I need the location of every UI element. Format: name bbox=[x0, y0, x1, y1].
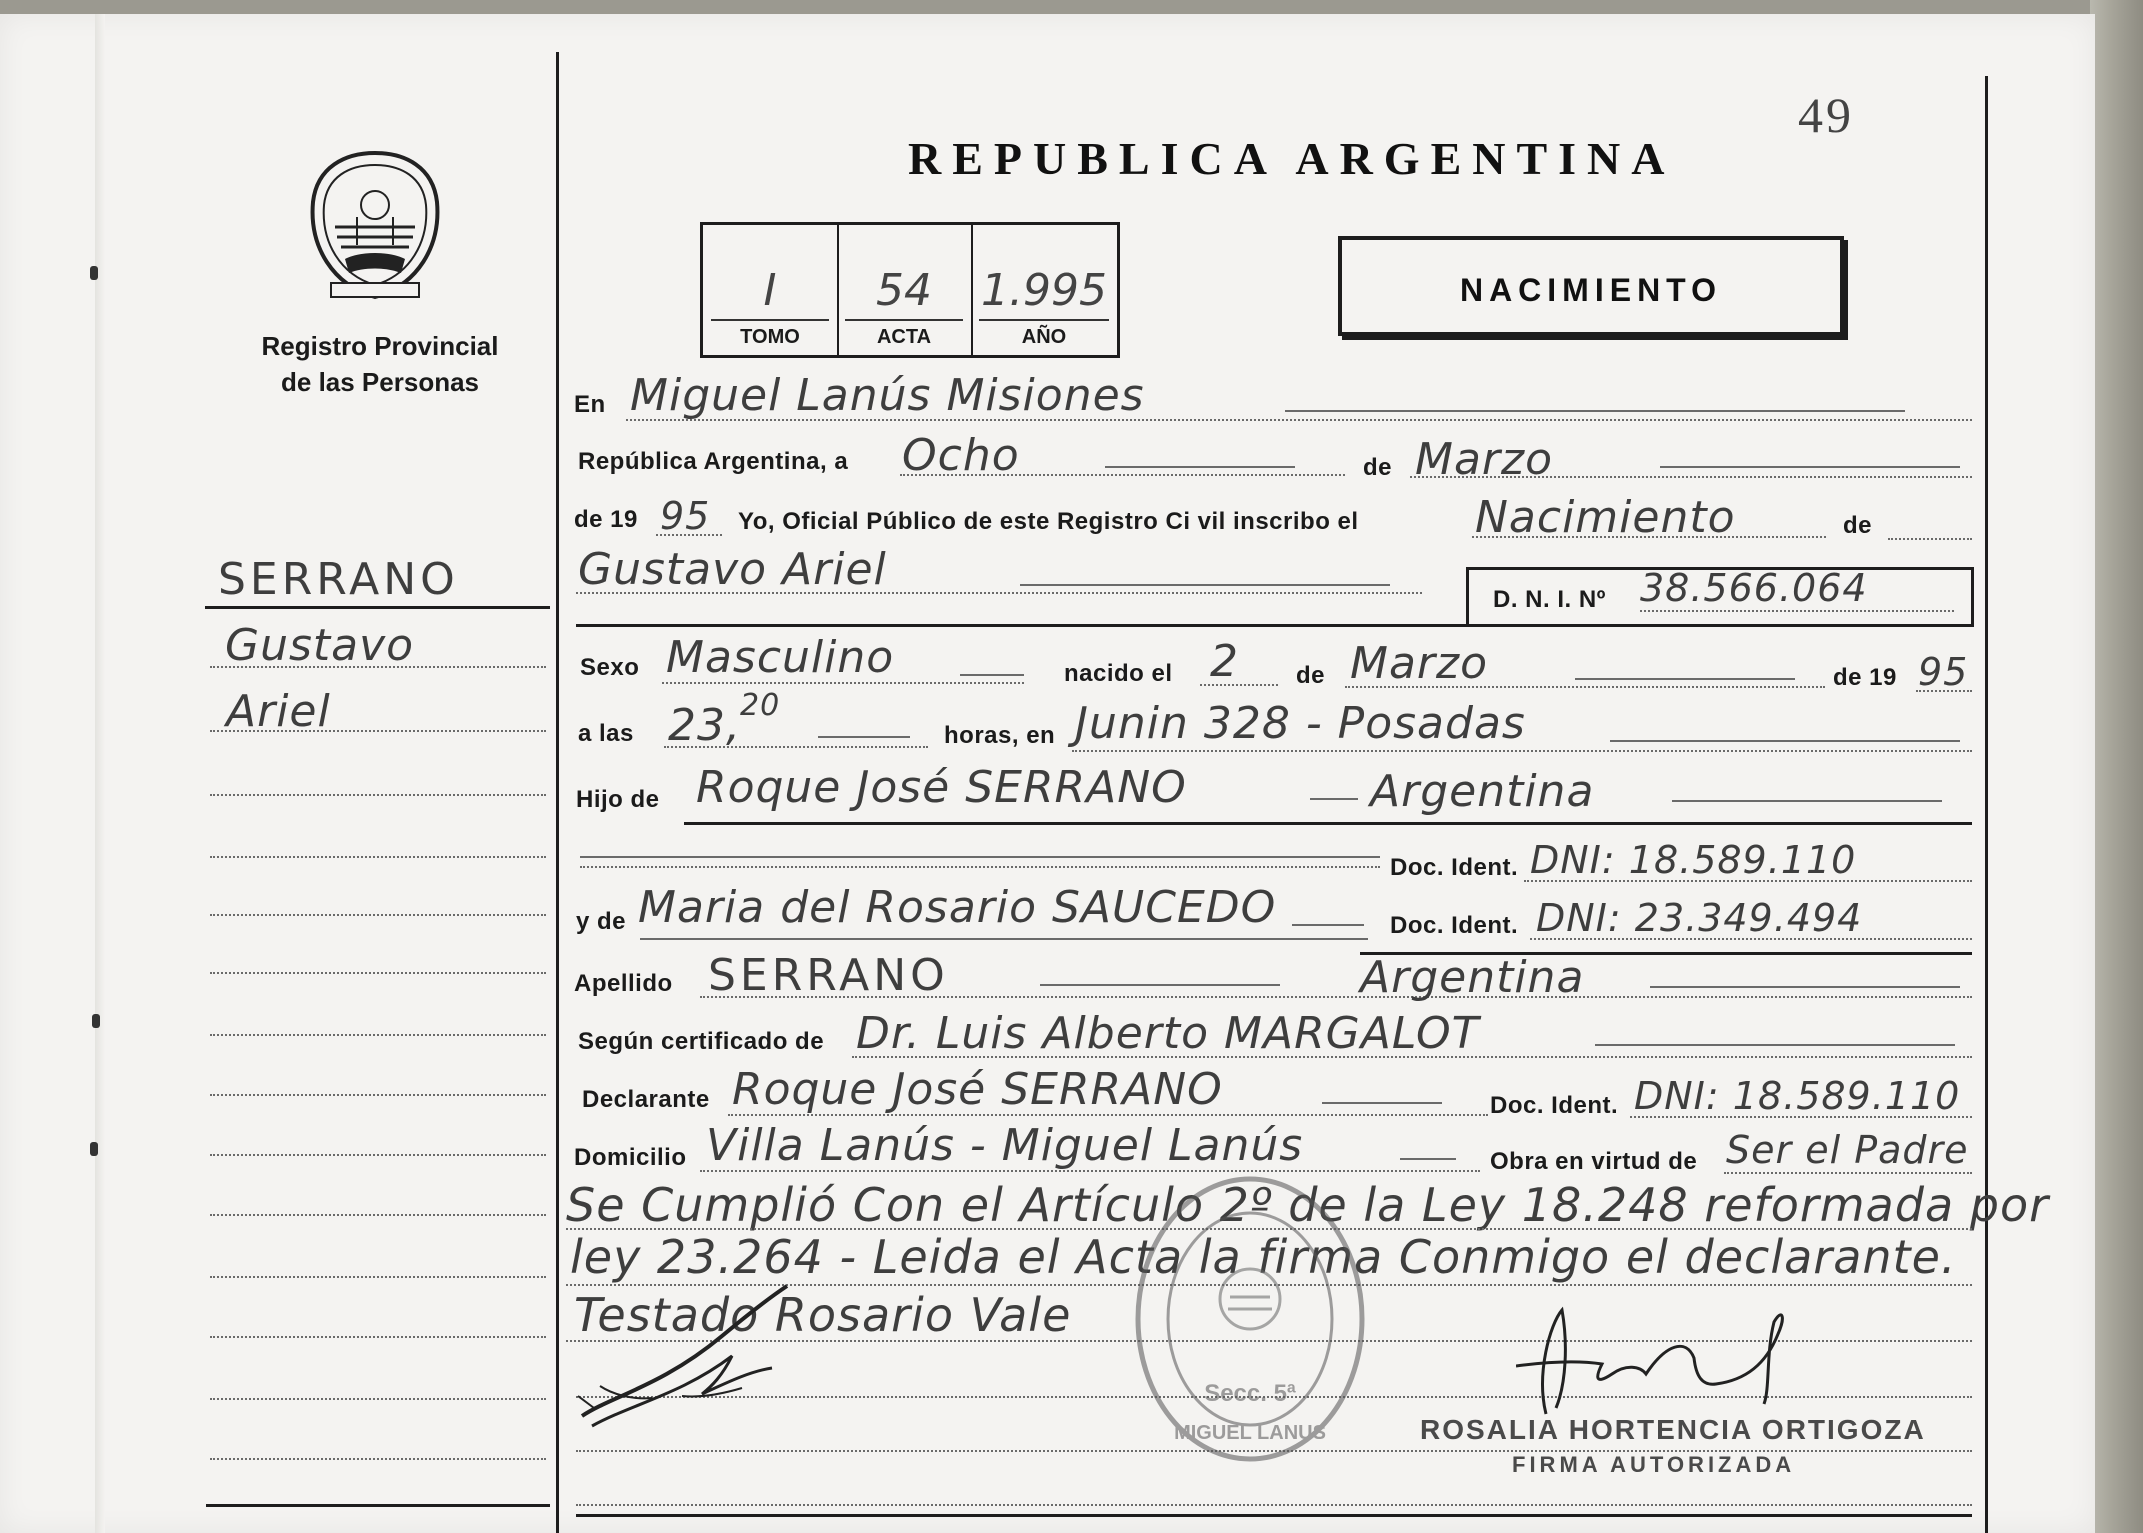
country-title: REPUBLICA ARGENTINA bbox=[908, 133, 1676, 184]
anio-value: 1.995 bbox=[981, 265, 1107, 316]
field-father-nationality: Argentina bbox=[1370, 766, 1595, 817]
margin-rule bbox=[205, 606, 550, 609]
anio-cell bbox=[971, 225, 1117, 355]
field-day-words: Ocho bbox=[902, 430, 1020, 481]
tomo-label: TOMO bbox=[740, 326, 800, 348]
authorized-role: FIRMA AUTORIZADA bbox=[1512, 1452, 1796, 1477]
registry-name bbox=[240, 328, 520, 400]
line bbox=[1200, 684, 1278, 686]
line bbox=[656, 534, 722, 536]
line bbox=[1724, 1172, 1972, 1174]
stamp-city-text: MIGUEL LANUS bbox=[1174, 1422, 1326, 1444]
anio-label: AÑO bbox=[1021, 326, 1067, 348]
line bbox=[1410, 476, 1972, 478]
field-hour: 23, bbox=[668, 700, 741, 751]
margin-line bbox=[210, 856, 546, 858]
line bbox=[852, 1056, 1972, 1058]
line bbox=[1888, 538, 1972, 540]
margin-line bbox=[210, 666, 546, 668]
line bbox=[900, 474, 1345, 476]
field-address: Villa Lanús - Miguel Lanús bbox=[706, 1120, 1304, 1171]
line bbox=[728, 1114, 1488, 1116]
margin-line bbox=[210, 1214, 546, 1216]
edge-mark bbox=[90, 1142, 98, 1156]
label-de-19b: de 19 bbox=[1833, 664, 1897, 691]
field-birth-month: Marzo bbox=[1350, 638, 1489, 689]
provincial-seal-icon bbox=[305, 147, 445, 302]
label-obra-virtud: Obra en virtud de bbox=[1490, 1148, 1698, 1175]
margin-bottom-rule bbox=[206, 1504, 550, 1507]
certificate-page bbox=[0, 14, 2095, 1533]
margin-line bbox=[210, 1094, 546, 1096]
field-surname: SERRANO bbox=[708, 950, 949, 1001]
page-number: 49 bbox=[1798, 87, 1854, 143]
label-de: de bbox=[1363, 454, 1393, 481]
label-segun-certificado: Según certificado de bbox=[578, 1028, 825, 1055]
field-birth-year: 95 bbox=[1918, 650, 1969, 694]
field-act: Nacimiento bbox=[1475, 492, 1736, 543]
field-year: 95 bbox=[660, 494, 711, 538]
label-de: de bbox=[1296, 662, 1326, 689]
field-note-line1: Se Cumplió Con el Artículo 2º de la Ley 18.248 reformada por bbox=[566, 1178, 2050, 1232]
line bbox=[1595, 1044, 1955, 1046]
line bbox=[700, 996, 1972, 998]
label-de: de bbox=[1843, 512, 1873, 539]
line bbox=[1916, 690, 1972, 692]
line bbox=[818, 736, 910, 738]
margin-name1: Gustavo bbox=[225, 620, 415, 671]
line bbox=[1400, 1158, 1456, 1160]
document-type-box bbox=[1338, 236, 1844, 336]
label-yo-oficial: Yo, Oficial Público de este Registro Ci vil inscribo el bbox=[738, 508, 1359, 535]
field-birth-day: 2 bbox=[1210, 636, 1239, 687]
acta-label: ACTA bbox=[876, 326, 932, 348]
field-declarant: Roque José SERRANO bbox=[732, 1064, 1223, 1115]
line bbox=[640, 938, 1368, 940]
tomo-value: I bbox=[763, 265, 777, 316]
margin-line bbox=[210, 1398, 546, 1400]
line bbox=[580, 866, 1380, 868]
line bbox=[580, 856, 1380, 858]
acta-value: 54 bbox=[876, 265, 932, 316]
field-father-doc: DNI: 18.589.110 bbox=[1530, 838, 1857, 882]
line bbox=[1630, 1116, 1972, 1118]
line bbox=[1660, 466, 1960, 468]
label-de-19: de 19 bbox=[574, 506, 638, 533]
field-note-line3: Testado Rosario Vale bbox=[574, 1288, 1072, 1342]
field-child-name: Gustavo Ariel bbox=[578, 544, 887, 595]
official-stamp-icon bbox=[1130, 1169, 1370, 1469]
field-mother: Maria del Rosario SAUCEDO bbox=[638, 882, 1277, 933]
section-rule bbox=[576, 624, 1971, 627]
margin-line bbox=[210, 1154, 546, 1156]
field-sex: Masculino bbox=[666, 632, 895, 683]
line bbox=[662, 682, 1024, 684]
line bbox=[1472, 536, 1826, 538]
stamp-section-text: Secc. 5ª bbox=[1204, 1380, 1296, 1407]
registry-line2: de las Personas bbox=[281, 367, 479, 397]
label-en: En bbox=[574, 391, 606, 418]
line bbox=[1530, 938, 1972, 940]
line bbox=[576, 592, 1422, 594]
line bbox=[1310, 798, 1358, 800]
line bbox=[1640, 610, 1954, 612]
margin-line bbox=[210, 1276, 546, 1278]
field-minutes: 20 bbox=[740, 688, 781, 723]
acta-cell bbox=[837, 225, 973, 355]
official-signature-icon bbox=[1516, 1304, 1806, 1424]
margin-line bbox=[210, 730, 546, 732]
field-month: Marzo bbox=[1415, 434, 1554, 485]
line bbox=[1650, 986, 1960, 988]
line bbox=[626, 419, 1972, 421]
line bbox=[1610, 740, 1960, 742]
field-dni: 38.566.064 bbox=[1640, 566, 1868, 610]
label-declarante: Declarante bbox=[582, 1086, 710, 1113]
field-surname-nationality: Argentina bbox=[1360, 952, 1585, 1003]
line bbox=[664, 746, 928, 748]
field-birth-place: Junin 328 - Posadas bbox=[1075, 698, 1526, 749]
label-dni: D. N. I. Nº bbox=[1493, 586, 1606, 613]
line bbox=[1345, 686, 1825, 688]
field-reason: Ser el Padre bbox=[1726, 1128, 1969, 1172]
page-gutter bbox=[95, 14, 105, 1533]
label-domicilio: Domicilio bbox=[574, 1144, 687, 1171]
document-type: NACIMIENTO bbox=[1459, 272, 1723, 308]
edge-mark bbox=[90, 266, 98, 280]
field-father: Roque José SERRANO bbox=[696, 762, 1187, 813]
margin-line bbox=[210, 1336, 546, 1338]
field-mother-doc: DNI: 23.349.494 bbox=[1536, 896, 1863, 940]
label-hijo-de: Hijo de bbox=[576, 786, 660, 813]
line bbox=[1105, 466, 1295, 468]
line bbox=[576, 1504, 1972, 1506]
margin-line bbox=[210, 1034, 546, 1036]
line bbox=[1040, 984, 1280, 986]
authorized-name: ROSALIA HORTENCIA ORTIGOZA bbox=[1420, 1414, 1926, 1445]
line bbox=[1285, 410, 1905, 412]
line bbox=[1072, 750, 1972, 752]
edge-mark bbox=[92, 1014, 100, 1028]
column-divider bbox=[556, 52, 559, 1533]
line bbox=[1672, 800, 1942, 802]
line bbox=[1020, 584, 1390, 586]
label-doc-ident: Doc. Ident. bbox=[1390, 854, 1519, 881]
line bbox=[1292, 924, 1364, 926]
label-doc-ident: Doc. Ident. bbox=[1490, 1092, 1619, 1119]
label-horas-en: horas, en bbox=[944, 722, 1056, 749]
line bbox=[960, 674, 1024, 676]
field-declarant-doc: DNI: 18.589.110 bbox=[1634, 1074, 1961, 1118]
field-certificate: Dr. Luis Alberto MARGALOT bbox=[856, 1008, 1480, 1059]
declarant-signature-icon bbox=[572, 1276, 812, 1436]
bottom-rule bbox=[576, 1514, 1972, 1517]
label-nacido: nacido el bbox=[1064, 660, 1173, 687]
line bbox=[1575, 678, 1795, 680]
record-box bbox=[700, 222, 1120, 358]
label-a-las: a las bbox=[578, 720, 634, 747]
label-doc-ident: Doc. Ident. bbox=[1390, 912, 1519, 939]
registry-line1: Registro Provincial bbox=[261, 331, 499, 361]
line bbox=[1524, 880, 1972, 882]
margin-line bbox=[210, 1458, 546, 1460]
label-sexo: Sexo bbox=[580, 654, 640, 681]
tomo-cell bbox=[703, 225, 839, 355]
label-apellido: Apellido bbox=[574, 970, 673, 997]
field-place: Miguel Lanús Misiones bbox=[630, 370, 1145, 421]
section-rule bbox=[684, 822, 1972, 825]
book-side-edge bbox=[2090, 0, 2143, 1533]
label-republica: República Argentina, a bbox=[578, 448, 849, 475]
right-border bbox=[1985, 76, 1988, 1533]
margin-line bbox=[210, 972, 546, 974]
margin-surname: SERRANO bbox=[218, 554, 459, 605]
label-y-de: y de bbox=[576, 908, 627, 935]
margin-name2: Ariel bbox=[226, 686, 331, 737]
margin-line bbox=[210, 914, 546, 916]
margin-line bbox=[210, 794, 546, 796]
line bbox=[1322, 1102, 1442, 1104]
field-note-line2: ley 23.264 - Leida el Acta la firma Conmigo el declarante. bbox=[570, 1230, 1957, 1284]
